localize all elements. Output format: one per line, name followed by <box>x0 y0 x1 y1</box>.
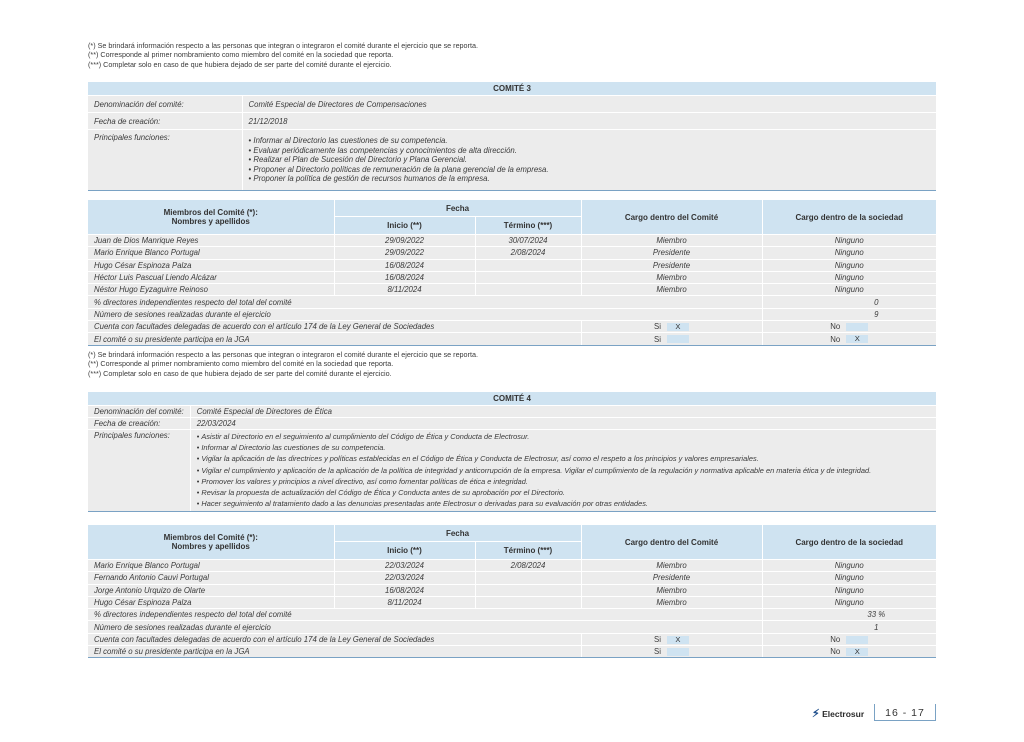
col-header-members <box>88 200 334 235</box>
footnote: (***) Completar solo en caso de que hubiera dejado de ser parte del comité durante el ejercicio. <box>88 59 392 69</box>
committee-4-date: 22/03/2024 <box>190 418 936 430</box>
checkbox-no[interactable]: X <box>846 335 868 343</box>
pct-independientes-label: % directores independientes respecto del total del comité <box>88 296 762 308</box>
member-end <box>475 596 581 608</box>
member-role-company: Ninguno <box>762 572 936 584</box>
member-end: 2/08/2024 <box>475 560 581 572</box>
sesiones-value: 9 <box>762 308 936 320</box>
label-fecha-creacion: Fecha de creación: <box>88 418 190 430</box>
table-row <box>88 621 936 633</box>
committee-3-functions <box>249 136 931 184</box>
member-end <box>475 259 581 271</box>
member-name: Fernando Antonio Cauvi Portugal <box>88 572 334 584</box>
facultades-label: Cuenta con facultades delegadas de acuerdo con el artículo 174 de la Ley General de Sociedades <box>88 633 581 645</box>
label-funciones: Principales funciones: <box>88 130 242 191</box>
member-name: Jorge Antonio Urquizo de Olarte <box>88 584 334 596</box>
member-end <box>475 572 581 584</box>
col-header-termino: Término (***) <box>475 542 581 560</box>
committee-4-functions <box>197 431 930 509</box>
brand-logo <box>812 707 864 720</box>
table-row <box>88 609 936 621</box>
lightning-bolt-icon: ⚡︎ <box>812 708 820 720</box>
si-label: Si <box>654 634 661 644</box>
function-item: • Vigilar el cumplimiento y aplicación de la aplicación de la política de integridad y anticorrupción de la empresa. Vigilar el cumplimiento de la regulación y normativa aplicable en materia ética y de integridad. <box>197 465 930 476</box>
footnote: (**) Corresponde al primer nombramiento como miembro del comité en la sociedad que reporta. <box>88 50 394 60</box>
footnote: (**) Corresponde al primer nombramiento como miembro del comité en la sociedad que reporta. <box>88 359 394 369</box>
members-header-line2: Nombres y apellidos <box>171 542 250 551</box>
table-row <box>88 308 936 320</box>
footnote: (*) Se brindará información respecto a las personas que integran o integraron el comité durante el ejercicio que se reporta. <box>88 350 478 359</box>
member-role-company: Ninguno <box>762 584 936 596</box>
member-role-committee: Miembro <box>581 596 762 608</box>
member-role-company: Ninguno <box>762 284 936 296</box>
function-item: • Informar al Directorio las cuestiones de su competencia. <box>249 136 931 146</box>
checkbox-si[interactable] <box>667 648 689 656</box>
table-row <box>88 271 936 283</box>
brand-name: Electrosur <box>822 709 865 719</box>
facultades-si-cell <box>581 633 762 645</box>
checkbox-si[interactable]: X <box>667 636 689 644</box>
facultades-si-cell <box>581 321 762 333</box>
table-row <box>88 596 936 608</box>
pct-independientes-value: 0 <box>762 296 936 308</box>
table-row <box>88 633 936 645</box>
member-end: 2/08/2024 <box>475 247 581 259</box>
members-header-line2: Nombres y apellidos <box>171 217 250 226</box>
table-row <box>88 584 936 596</box>
si-label: Si <box>654 334 661 344</box>
col-header-cargo-comite: Cargo dentro del Comité <box>581 525 762 560</box>
member-start: 16/08/2024 <box>334 584 475 596</box>
member-role-company: Ninguno <box>762 596 936 608</box>
member-name: Juan de Dios Manrique Reyes <box>88 235 334 247</box>
pct-independientes-value: 33 % <box>762 609 936 621</box>
table-row <box>88 646 936 658</box>
member-start: 8/11/2024 <box>334 284 475 296</box>
col-header-termino: Término (***) <box>475 217 581 235</box>
sesiones-label: Número de sesiones realizadas durante el ejercicio <box>88 308 762 320</box>
member-role-committee: Miembro <box>581 235 762 247</box>
members-header-line1: Miembros del Comité (*): <box>163 208 258 217</box>
committee-3-name: Comité Especial de Directores de Compensaciones <box>242 96 936 113</box>
committee-3-info-table <box>88 82 936 191</box>
facultades-no-cell <box>762 321 936 333</box>
table-row <box>88 259 936 271</box>
jga-si-cell <box>581 333 762 345</box>
no-label: No <box>830 334 841 344</box>
sesiones-label: Número de sesiones realizadas durante el ejercicio <box>88 621 762 633</box>
table-row <box>88 296 936 308</box>
sesiones-value: 1 <box>762 621 936 633</box>
committee-4-info-table <box>88 392 936 512</box>
col-header-cargo-sociedad: Cargo dentro de la sociedad <box>762 525 936 560</box>
member-name: Héctor Luis Pascual Liendo Alcázar <box>88 271 334 283</box>
footnote: (*) Se brindará información respecto a las personas que integran o integraron el comité durante el ejercicio que se reporta. <box>88 41 478 50</box>
pct-independientes-label: % directores independientes respecto del total del comité <box>88 609 762 621</box>
member-role-committee: Presidente <box>581 259 762 271</box>
footnote: (***) Completar solo en caso de que hubiera dejado de ser parte del comité durante el ejercicio. <box>88 368 392 378</box>
table-row <box>88 560 936 572</box>
member-name: Hugo César Espinoza Palza <box>88 596 334 608</box>
jga-no-cell <box>762 646 936 658</box>
member-name: Mario Enrique Blanco Portugal <box>88 247 334 259</box>
checkbox-si[interactable] <box>667 335 689 343</box>
member-role-company: Ninguno <box>762 247 936 259</box>
function-item: • Proponer la política de gestión de recursos humanos de la empresa. <box>249 174 931 184</box>
col-header-inicio: Inicio (**) <box>334 542 475 560</box>
label-funciones: Principales funciones: <box>88 430 190 512</box>
table-row <box>88 321 936 333</box>
member-name: Néstor Hugo Eyzaguirre Reinoso <box>88 284 334 296</box>
member-end <box>475 284 581 296</box>
member-role-committee: Presidente <box>581 247 762 259</box>
checkbox-no[interactable]: X <box>846 648 868 656</box>
members-header-line1: Miembros del Comité (*): <box>163 533 258 542</box>
checkbox-si[interactable]: X <box>667 323 689 331</box>
member-name: Mario Enrique Blanco Portugal <box>88 560 334 572</box>
committee-3-members-table <box>88 200 936 346</box>
no-label: No <box>830 647 841 657</box>
member-start: 8/11/2024 <box>334 596 475 608</box>
col-header-fecha: Fecha <box>334 200 581 217</box>
label-denominacion: Denominación del comité: <box>88 406 190 418</box>
member-role-committee: Presidente <box>581 572 762 584</box>
member-start: 29/09/2022 <box>334 247 475 259</box>
member-start: 22/03/2024 <box>334 572 475 584</box>
member-start: 22/03/2024 <box>334 560 475 572</box>
function-item: • Promover los valores y principios a nivel directivo, así como fomentar políticas de ética e integridad. <box>197 476 930 487</box>
jga-no-cell <box>762 333 936 345</box>
member-start: 16/08/2024 <box>334 259 475 271</box>
member-role-company: Ninguno <box>762 560 936 572</box>
col-header-inicio: Inicio (**) <box>334 217 475 235</box>
footnotes-top <box>88 41 478 69</box>
table-row <box>88 333 936 345</box>
member-role-committee: Miembro <box>581 284 762 296</box>
checkbox-no[interactable] <box>846 323 868 331</box>
member-end: 30/07/2024 <box>475 235 581 247</box>
table-row <box>88 284 936 296</box>
function-item: • Proponer al Directorio políticas de remuneración de la plana gerencial de la empresa. <box>249 165 931 175</box>
jga-label: El comité o su presidente participa en la JGA <box>88 333 581 345</box>
member-role-company: Ninguno <box>762 259 936 271</box>
col-header-cargo-sociedad: Cargo dentro de la sociedad <box>762 200 936 235</box>
col-header-fecha: Fecha <box>334 525 581 542</box>
table-row <box>88 572 936 584</box>
function-item: • Vigilar la aplicación de las directrices y políticas establecidas en el Código de Ética y Conducta de Electrosur, así como el respeto a los principios y valores empresariales. <box>197 453 930 464</box>
function-item: • Evaluar periódicamente las competencias y conocimientos de alta dirección. <box>249 146 931 156</box>
si-label: Si <box>654 322 661 332</box>
member-end <box>475 584 581 596</box>
table-row <box>88 235 936 247</box>
checkbox-no[interactable] <box>846 636 868 644</box>
facultades-no-cell <box>762 633 936 645</box>
si-label: Si <box>654 647 661 657</box>
col-header-members <box>88 525 334 560</box>
jga-si-cell <box>581 646 762 658</box>
col-header-cargo-comite: Cargo dentro del Comité <box>581 200 762 235</box>
function-item: • Revisar la propuesta de actualización del Código de Ética y Conducta antes de su aprobación por el Directorio. <box>197 487 930 498</box>
member-role-committee: Miembro <box>581 271 762 283</box>
committee-3-title: COMITÉ 3 <box>88 82 936 96</box>
facultades-label: Cuenta con facultades delegadas de acuerdo con el artículo 174 de la Ley General de Sociedades <box>88 321 581 333</box>
member-role-company: Ninguno <box>762 271 936 283</box>
committee-4-members-table <box>88 525 936 658</box>
function-item: • Realizar el Plan de Sucesión del Directorio y Plana Gerencial. <box>249 155 931 165</box>
no-label: No <box>830 322 841 332</box>
committee-3-date: 21/12/2018 <box>242 113 936 130</box>
member-start: 29/09/2022 <box>334 235 475 247</box>
member-end <box>475 271 581 283</box>
function-item: • Asistir al Directorio en el seguimiento al cumplimiento del Código de Ética y Conducta de Electrosur. <box>197 431 930 442</box>
member-start: 16/08/2024 <box>334 271 475 283</box>
label-denominacion: Denominación del comité: <box>88 96 242 113</box>
function-item: • Hacer seguimiento al tratamiento dado a las denuncias presentadas ante Electrosur o derivadas para su evaluación por otras entidades. <box>197 498 930 509</box>
committee-4-name: Comité Especial de Directores de Ética <box>190 406 936 418</box>
table-row <box>88 247 936 259</box>
function-item: • Informar al Directorio las cuestiones de su competencia. <box>197 442 930 453</box>
jga-label: El comité o su presidente participa en la JGA <box>88 646 581 658</box>
label-fecha-creacion: Fecha de creación: <box>88 113 242 130</box>
footnotes-mid <box>88 350 478 378</box>
committee-4-title: COMITÉ 4 <box>88 392 936 406</box>
member-name: Hugo César Espinoza Palza <box>88 259 334 271</box>
page-numbers: 16 - 17 <box>874 704 936 721</box>
member-role-company: Ninguno <box>762 235 936 247</box>
no-label: No <box>830 634 841 644</box>
member-role-committee: Miembro <box>581 584 762 596</box>
member-role-committee: Miembro <box>581 560 762 572</box>
